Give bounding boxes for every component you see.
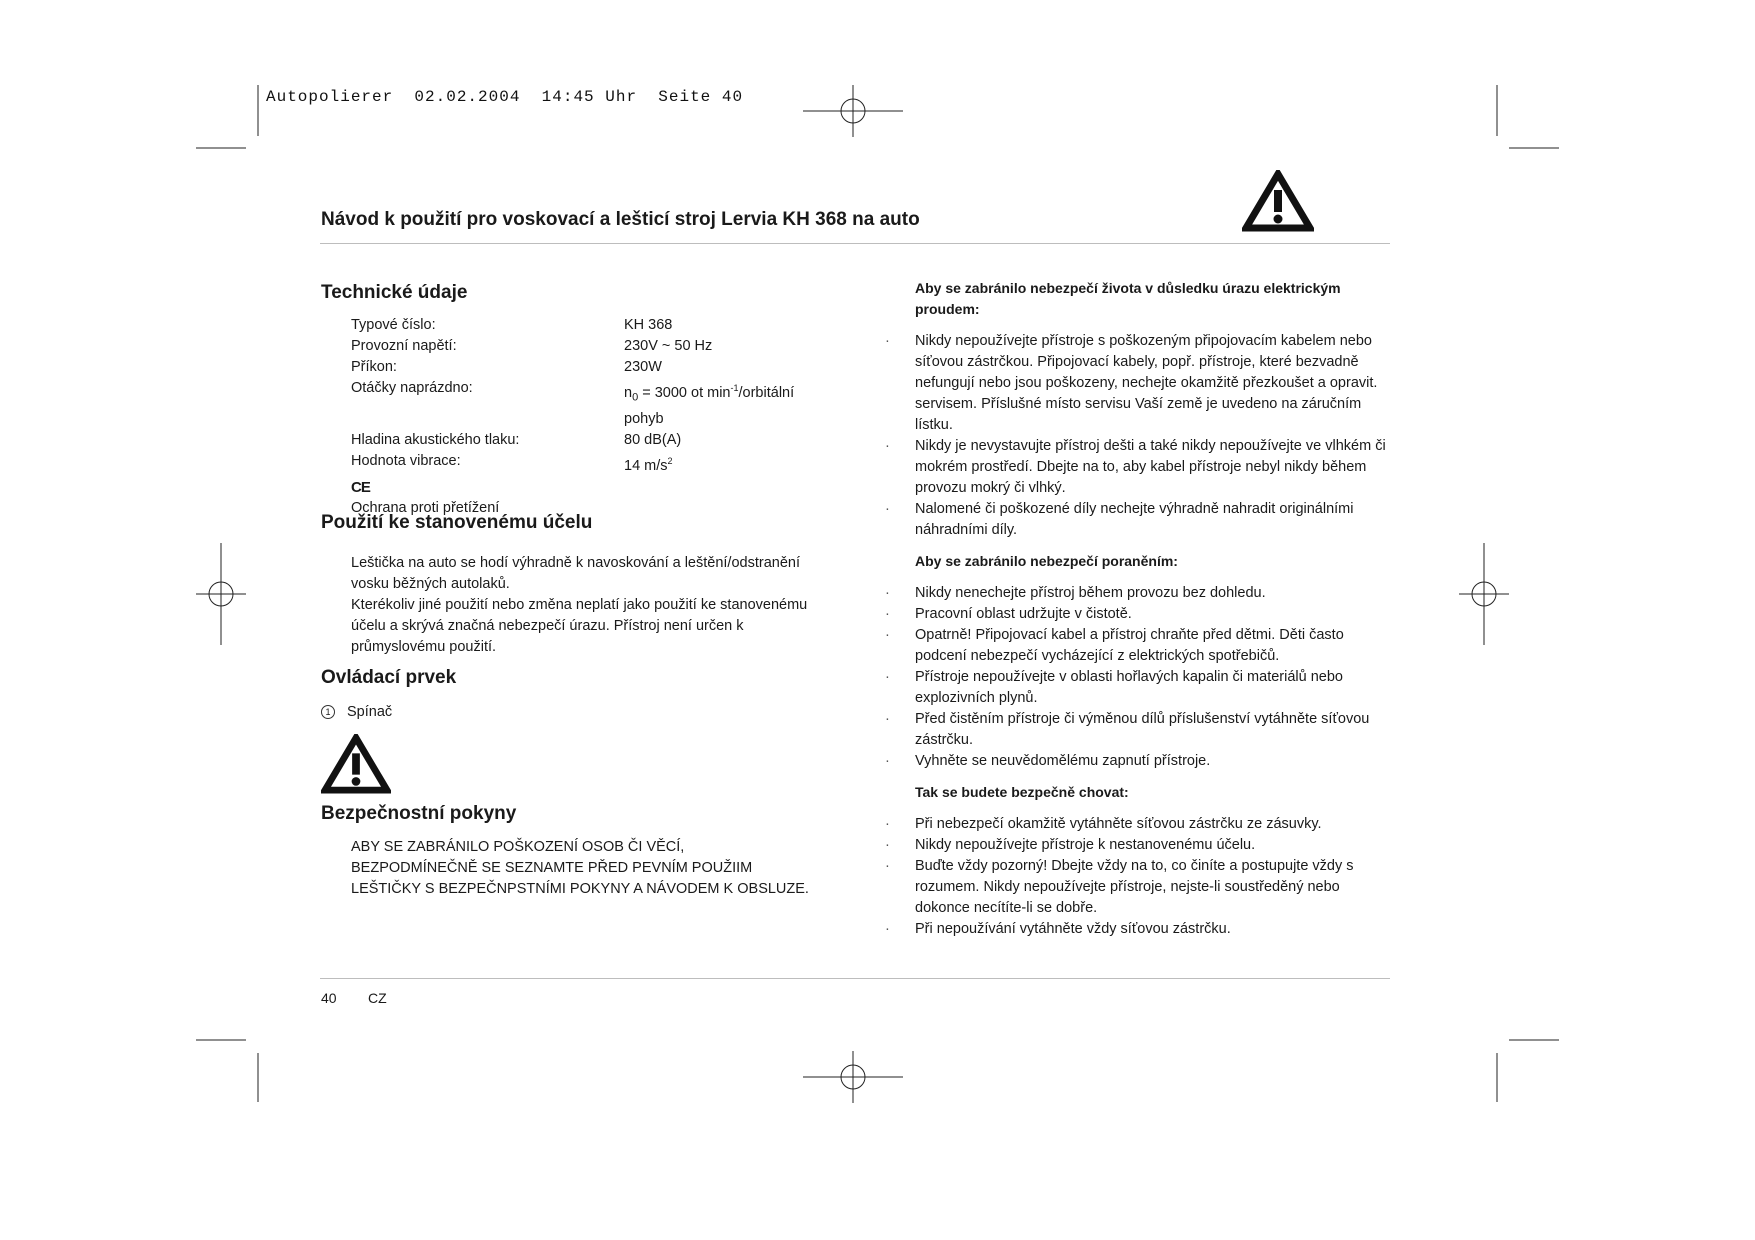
list-item: · Pracovní oblast udržujte v čistotě. (915, 604, 1395, 625)
spec-label: Hodnota vibrace: (351, 452, 461, 469)
vib-value: 14 m/s (624, 457, 668, 474)
spec-row (351, 336, 824, 357)
safe-behaviour-list (915, 814, 1395, 940)
spec-value (624, 378, 824, 430)
spec-label: Příkon: (351, 359, 397, 375)
slug-date: 02.02.2004 (414, 88, 521, 106)
idle-n: n (624, 384, 633, 401)
list-item: · Opatrně! Připojovací kabel a přístroj chraňte před dětmi. Děti často podcení nebezpečí vycházející z elektrických spotřebičů. (915, 625, 1395, 667)
title-rule (320, 243, 1390, 244)
spec-label: Provozní napětí: (351, 338, 457, 354)
overload-protection: Ochrana proti přetížení (351, 499, 500, 516)
intended-p1: Leštička na auto se hodí výhradně k navoskování a leštění/odstranění vosku běžných autolaků. (351, 555, 800, 592)
list-item: · Nikdy je nevystavujte přístroj dešti a také nikdy nepoužívejte ve vlhkém či mokrém prostředí. Dbejte na to, aby kabel přístroje nebyl nikdy během provozu mokrý či vlhký. (915, 436, 1395, 499)
language-code: CZ (368, 990, 387, 1006)
page-number: 40 (321, 990, 337, 1006)
list-item: · Buďte vždy pozorný! Dbejte vždy na to, co činíte a postupujte vždy s rozumem. Nikdy nepoužívejte přístroje, nejste-li soustředěný nebo dokonce necítíte-li se dobře. (915, 856, 1395, 919)
list-item: · Nikdy nenechejte přístroj během provozu bez dohledu. (915, 583, 1395, 604)
spec-label: Otáčky naprázdno: (351, 380, 473, 396)
list-item: · Nalomené či poškozené díly nechejte výhradně nahradit originálními náhradními díly. (915, 499, 1395, 541)
electric-shock-heading: Aby se zabránilo nebezpečí života v důsledku úrazu elektrickým proudem: (915, 280, 1341, 317)
spec-row (351, 430, 824, 451)
idle-mid: = 3000 ot min (638, 384, 731, 401)
spec-value: 230W (624, 359, 662, 375)
idle-sup: -1 (730, 383, 739, 393)
idle-sub: 0 (632, 391, 639, 404)
intended-p2: Kterékoliv jiné použití nebo změna neplatí jako použití ke stanovenému účelu a skrývá značná nebezpečí úrazu. Přístroj není určen k průmyslovému použití. (351, 597, 808, 655)
spec-value (624, 451, 824, 477)
electric-shock-list (915, 331, 1395, 541)
vib-sup: 2 (667, 455, 673, 466)
intended-use-text (351, 553, 831, 658)
slug-page: Seite 40 (658, 88, 744, 106)
control-number-badge (321, 705, 335, 719)
list-item: · Při nebezpečí okamžitě vytáhněte síťovou zástrčku ze zásuvky. (915, 814, 1395, 835)
warning-icon (1242, 170, 1314, 232)
tech-spec-table (351, 315, 824, 519)
footer-rule (320, 978, 1390, 979)
safety-warning-caps: ABY SE ZABRÁNILO POŠKOZENÍ OSOB ČI VĚCÍ, BEZPODMÍNEČNĚ SE SEZNAMTE PŘED PEVNÍM POUŽIIM LEŠTIČKY S BEZPEČNPSTNÍMI POKYNY A NÁVODEM K OBSLUZE. (351, 839, 809, 897)
list-item: · Přístroje nepoužívejte v oblasti hořlavých kapalin či materiálů nebo explozivních plynů. (915, 667, 1395, 709)
control-label: Spínač (347, 704, 393, 720)
list-item: · Nikdy nepoužívejte přístroje s poškozeným připojovacím kabelem nebo síťovou zástrčkou. Připojovací kabely, popř. přístroje, které bezvadně nefungují nebo jsou poškozeny, nechejte okamžitě přezkoušet a opravit. servisem. Příslušné místo servisu Vaší země je uvedeno na záručním lístku. (915, 331, 1395, 436)
spec-label: Typové číslo: (351, 317, 436, 333)
idle-rest: /orbitální pohyb (624, 384, 795, 427)
spec-value: 230V ~ 50 Hz (624, 338, 713, 354)
spec-value: 80 dB(A) (624, 431, 682, 448)
list-item: · Vyhněte se neuvědomělému zapnutí přístroje. (915, 751, 1395, 772)
list-item: · Nikdy nepoužívejte přístroje k nestanovenému účelu. (915, 835, 1395, 856)
tech-heading: Technické údaje (321, 282, 468, 303)
print-slug (266, 88, 743, 106)
intended-use-heading: Použití ke stanovenému účelu (321, 512, 593, 533)
control-item (321, 702, 392, 723)
document-title: Návod k použití pro voskovací a lešticí stroj Lervia KH 368 na auto (321, 209, 920, 230)
spec-row (351, 451, 824, 477)
spec-row (351, 378, 824, 430)
injury-heading: Aby se zabránilo nebezpečí poraněním: (915, 553, 1178, 569)
slug-time: 14:45 Uhr (541, 88, 638, 106)
list-item: · Před čistěním přístroje či výměnou dílů příslušenství vytáhněte síťovou zástrčku. (915, 709, 1395, 751)
injury-list (915, 583, 1395, 772)
ce-mark: CE (351, 478, 370, 496)
slug-name: Autopolierer (266, 88, 394, 106)
right-column (915, 278, 1395, 940)
safety-heading: Bezpečnostní pokyny (321, 803, 517, 824)
list-item: · Při nepoužívání vytáhněte vždy síťovou zástrčku. (915, 919, 1395, 940)
spec-row (351, 315, 824, 336)
safe-behaviour-heading: Tak se budete bezpečně chovat: (915, 784, 1129, 800)
controls-heading: Ovládací prvek (321, 667, 457, 688)
spec-label: Hladina akustického tlaku: (351, 431, 520, 448)
control-number: 1 (325, 707, 331, 718)
spec-row (351, 357, 824, 378)
spec-value: KH 368 (624, 317, 673, 333)
warning-icon (321, 734, 391, 794)
